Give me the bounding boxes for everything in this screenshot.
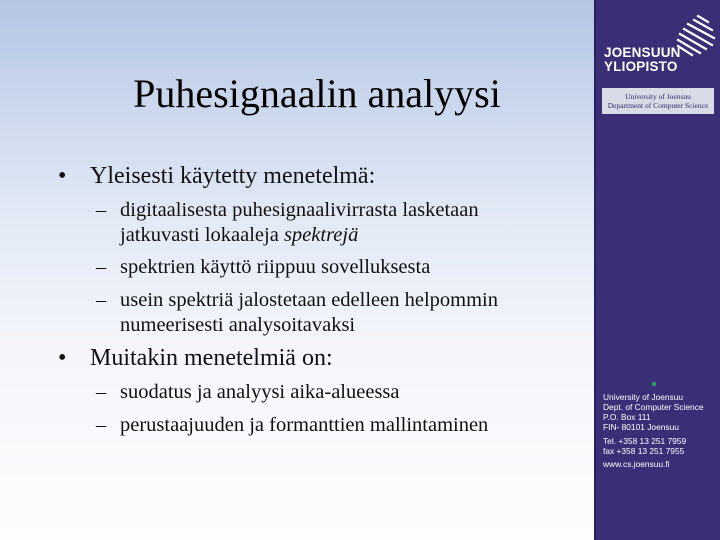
sub-item: [96, 413, 590, 438]
sub-item-line: spektrien käyttö riippuu sovelluksesta: [120, 256, 431, 278]
sub-item-line: perustaajuuden ja formanttien mallintaminen: [120, 414, 489, 436]
bullet-item: [58, 344, 333, 372]
bullet-text: Yleisesti käytetty menetelmä:: [90, 163, 376, 189]
dash-symbol: –: [96, 289, 107, 311]
brand-line: JOENSUUN: [604, 45, 681, 60]
sub-item-line: suodatus ja analyysi aika-alueessa: [120, 381, 400, 403]
sub-item: [96, 255, 590, 280]
sub-item-line: numeerisesti analysoitavaksi: [120, 313, 356, 336]
sub-item-line: [120, 223, 590, 248]
contact-line: P.O. Box 111: [603, 412, 651, 422]
sub-item-line: digitaalisesta puhesignaalivirrasta lasketaan: [120, 199, 479, 221]
university-brand: [604, 46, 714, 74]
contact-phone: Tel. +358 13 251 7959: [603, 436, 687, 446]
department-label: [602, 88, 714, 114]
sub-item-text: jatkuvasti lokaaleja: [120, 223, 284, 246]
brand-line: YLIOPISTO: [604, 59, 678, 74]
contact-website: www.cs.joensuu.fi: [603, 459, 670, 469]
dash-symbol: –: [96, 414, 107, 436]
sub-item-line: usein spektriä jalostetaan edelleen helpommin: [120, 289, 498, 311]
accent-square: [652, 382, 656, 386]
bullet-item: [58, 162, 376, 190]
contact-line: FIN- 80101 Joensuu: [603, 422, 679, 432]
dash-symbol: –: [96, 199, 107, 221]
sub-item: [96, 198, 590, 247]
sidebar-panel: [594, 0, 720, 540]
contact-line: Dept. of Computer Science: [603, 402, 704, 412]
bullet-symbol: •: [58, 345, 67, 371]
bullet-symbol: •: [58, 163, 67, 189]
sub-item: [96, 380, 590, 405]
sub-item: [96, 288, 590, 337]
emphasis-text: spektrejä: [283, 223, 359, 246]
slide-title: Puhesignaalin analyysi: [133, 71, 501, 116]
contact-fax: fax +358 13 251 7955: [603, 446, 685, 456]
department-line: University of Joensuu: [625, 92, 691, 101]
contact-line: University of Joensuu: [603, 392, 684, 402]
department-line: Department of Computer Science: [607, 101, 709, 110]
contact-info: [603, 392, 720, 469]
dash-symbol: –: [96, 381, 107, 403]
dash-symbol: –: [96, 256, 107, 278]
bullet-text: Muitakin menetelmiä on:: [90, 345, 333, 371]
